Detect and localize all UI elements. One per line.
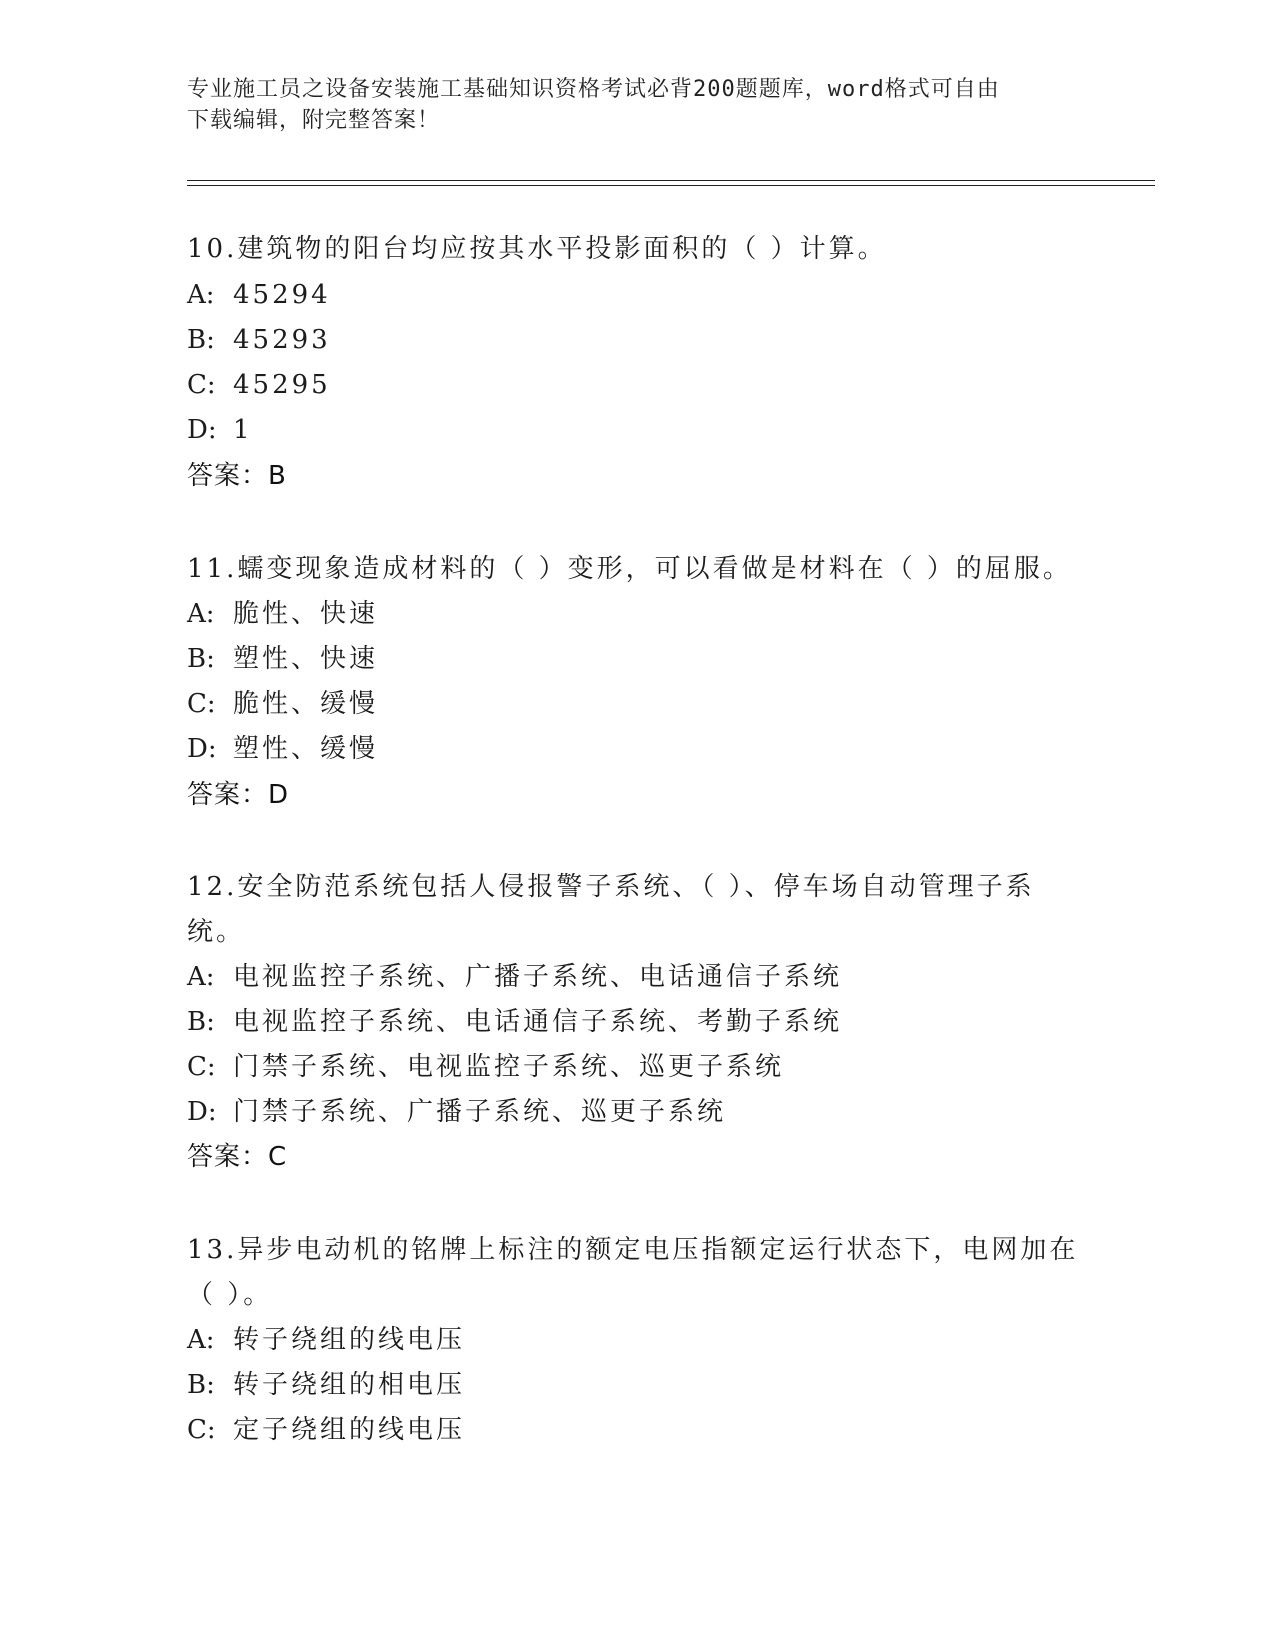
question-11-stem: 11.蠕变现象造成材料的（ ）变形，可以看做是材料在（ ）的屈服。 [187, 554, 1072, 584]
option-key: B: [187, 1007, 215, 1037]
option-key: A: [187, 280, 215, 310]
question-10-option-a [187, 278, 331, 312]
question-10-option-c [187, 368, 331, 402]
option-text: 脆性、缓慢 [233, 689, 379, 719]
question-10-answer: 答案：B [187, 461, 287, 491]
question-13-stem-line-2: （ ）。 [187, 1280, 273, 1310]
option-text: 转子绕组的线电压 [233, 1325, 466, 1355]
option-key: C: [187, 689, 216, 719]
question-10-stem: 10.建筑物的阳台均应按其水平投影面积的（ ）计算。 [187, 234, 887, 264]
option-key: C: [187, 370, 216, 400]
option-key: C: [187, 1052, 216, 1082]
header-line-1: 专业施工员之设备安装施工基础知识资格考试必背200题题库，word格式可自由 [187, 77, 1000, 102]
question-11-option-b [187, 642, 378, 676]
option-text: 门禁子系统、广播子系统、巡更子系统 [233, 1097, 727, 1127]
option-text: 45293 [233, 325, 331, 355]
question-12-option-a [187, 960, 842, 994]
question-11-option-c [187, 687, 378, 721]
option-text: 脆性、快速 [233, 599, 379, 629]
option-text: 45295 [233, 370, 331, 400]
document-header [187, 74, 1087, 136]
question-12-option-b [187, 1005, 842, 1039]
option-key: A: [187, 962, 215, 992]
option-key: D: [187, 1097, 217, 1127]
question-11-option-a [187, 597, 378, 631]
header-divider-second [187, 185, 1155, 186]
question-12-option-d [187, 1095, 726, 1129]
option-key: A: [187, 599, 215, 629]
option-text: 45294 [233, 280, 331, 310]
question-12-stem-line-1: 12.安全防范系统包括人侵报警子系统、（ ）、停车场自动管理子系 [187, 872, 1035, 902]
option-key: B: [187, 644, 215, 674]
question-11-answer: 答案：D [187, 780, 290, 810]
option-key: D: [187, 734, 217, 764]
option-key: C: [187, 1415, 216, 1445]
question-11-option-d [187, 732, 378, 766]
option-text: 电视监控子系统、电话通信子系统、考勤子系统 [233, 1007, 843, 1037]
question-10-option-d [187, 413, 253, 447]
option-text: 塑性、快速 [233, 644, 379, 674]
option-text: 电视监控子系统、广播子系统、电话通信子系统 [233, 962, 843, 992]
header-line-2: 下载编辑，附完整答案！ [187, 108, 441, 133]
header-divider [187, 180, 1155, 181]
option-text: 转子绕组的相电压 [233, 1370, 466, 1400]
option-key: A: [187, 1325, 215, 1355]
option-key: B: [187, 1370, 215, 1400]
option-text: 塑性、缓慢 [233, 734, 379, 764]
option-text: 1 [233, 415, 253, 445]
question-12-stem-line-2: 统。 [187, 917, 246, 947]
question-13-option-b [187, 1368, 465, 1402]
question-13-stem-line-1: 13.异步电动机的铭牌上标注的额定电压指额定运行状态下，电网加在 [187, 1235, 1079, 1265]
option-key: D: [187, 415, 217, 445]
option-text: 门禁子系统、电视监控子系统、巡更子系统 [233, 1052, 785, 1082]
question-12-answer: 答案：C [187, 1142, 288, 1172]
option-key: B: [187, 325, 215, 355]
question-13-option-a [187, 1323, 465, 1357]
question-12-option-c [187, 1050, 784, 1084]
question-10-option-b [187, 323, 331, 357]
option-text: 定子绕组的线电压 [233, 1415, 466, 1445]
question-13-option-c [187, 1413, 465, 1447]
